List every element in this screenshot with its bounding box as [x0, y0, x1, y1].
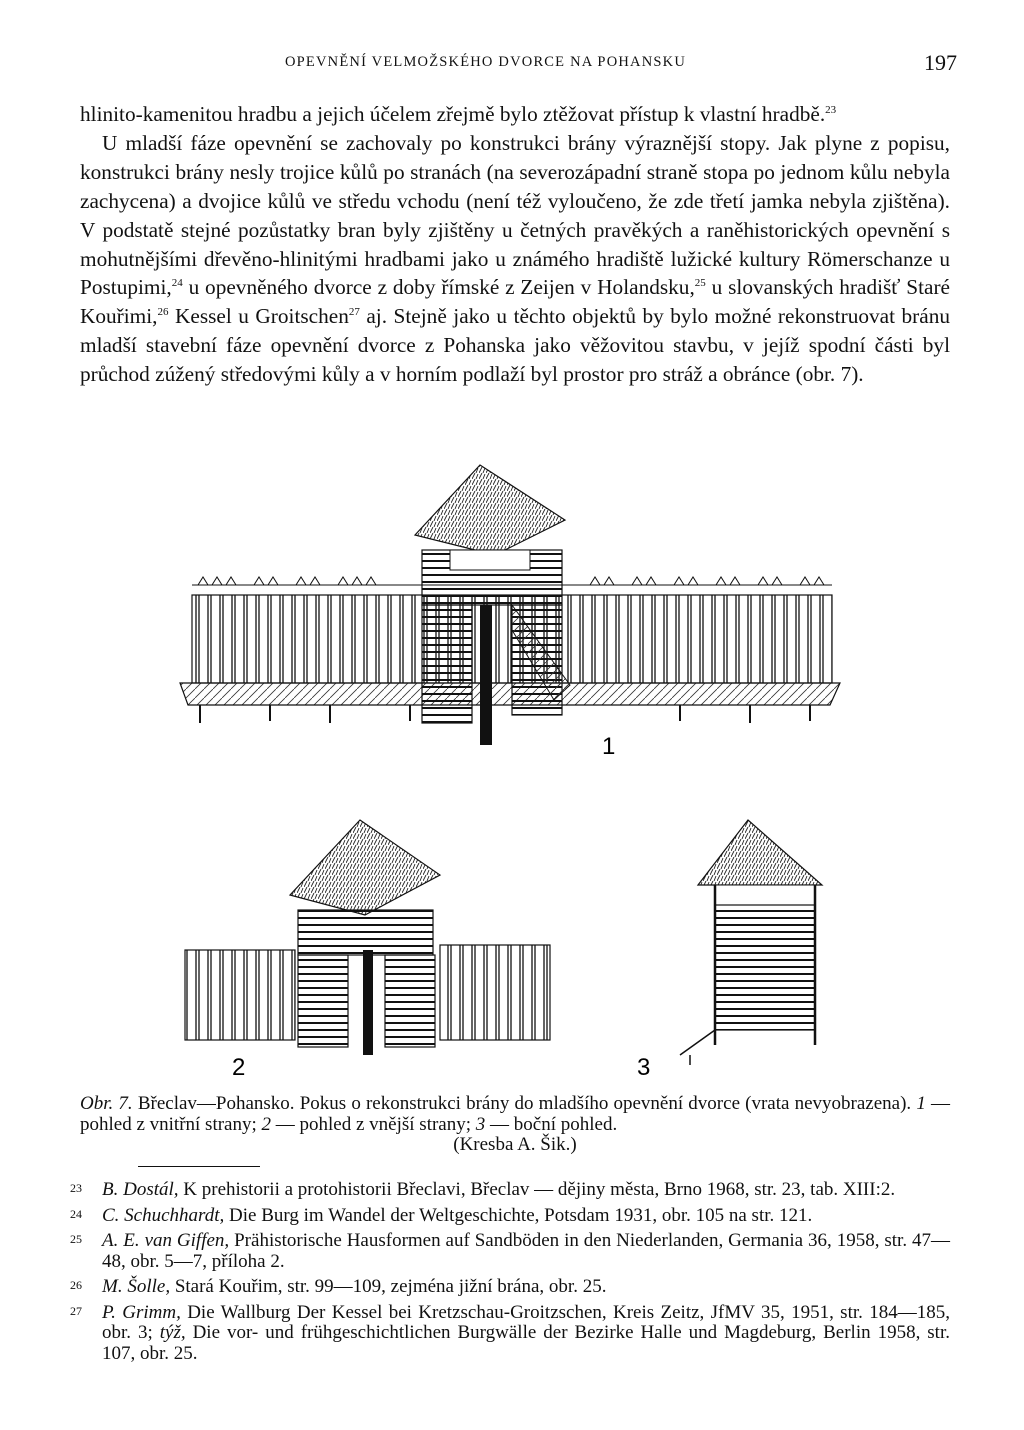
footnote-ref: 26 [157, 306, 169, 319]
footnote-ref: 27 [348, 306, 360, 319]
footnote-ref: 24 [171, 277, 183, 290]
gate-drawings [150, 455, 990, 1100]
view-3-drawing [680, 820, 822, 1065]
paragraph-2: U mladší fáze opevnění se zachovaly po konstrukci brány výraznější stopy. Jak plyne z popisu, konstrukci brány nesly trojice kůlů po stranách (na severozápadní straně stopa po jednom kůlu nebyla zachycena) a dvojice kůlů ve středu vchodu (není též vyloučeno, že zde třetí jamka nebyla zjištěna). V podstatě stejné pozůstatky bran byly zjištěny u četných pravěkých a raněhistorických opevnění s mohutnějšími dřevěno-hlinitými hradbami jako u známého hradiště lužické kultury Römerschanze u Postupimi,$^{24}$ u opevněného dvorce z doby římské z Zeijen v Holandsku,$^{25}$ u slovanských hradišť Staré Kouřimi,$^{26}$ Kessel u Groitschen$^{27}$ aj. Stejně jako u těchto objektů by bylo možné rekonstruovat bránu mladší stavební fáze opevnění dvorce z Pohanska jako věžovitou stavbu, v jejíž spodní části byl průchod zúžený středovými kůly a v horním podlaží byl prostor pro stráž a obránce (obr. 7). [80, 130, 951, 387]
figure-caption: Obr. 7. Břeclav—Pohansko. Pokus o rekonstrukci brány do mladšího opevnění dvorce (vrata nevyobrazena). 1 — pohled z vnitřní strany; 2 — pohled z vnější strany; 3 — boční pohled. (Kresba A. Šik.) [80, 1093, 950, 1155]
view-2-drawing [185, 820, 550, 1055]
footnote-27: 27 P. Grimm, Die Wallburg Der Kessel bei Kretzschau-Groitzschen, Kreis Zeitz, JfMV 35, 1951, str. 184—185, obr. 3; týž, Die vor- und frühgeschichtlichen Burgwälle der Bezirke Halle und Magdeburg, Berlin 1958, str. 107, obr. 25. [70, 1301, 950, 1364]
footnotes [70, 1180, 950, 1369]
paragraph-1: hlinito-kamenitou hradbu a jejich účelem zřejmě bylo ztěžovat přístup k vlastní hradbě.$^{23}$ [80, 102, 837, 126]
caption-credit: (Kresba A. Šik.) [453, 1134, 577, 1155]
body-text [80, 100, 950, 389]
footnote-23: 23 B. Dostál, K prehistorii a protohistorii Břeclavi, Břeclav — dějiny města, Brno 1968, str. 23, tab. XIII:2. [70, 1179, 896, 1200]
footnote-rule [138, 1166, 260, 1167]
caption-label: Obr. 7. [80, 1093, 133, 1114]
footnote-24: 24 C. Schuchhardt, Die Burg im Wandel der Weltgeschichte, Potsdam 1931, obr. 105 na str. 121. [70, 1204, 813, 1226]
footnote-26: 26 M. Šolle, Stará Kouřim, str. 99—109, zejména jižní brána, obr. 25. [70, 1276, 607, 1297]
figure-label-3: 3 [637, 1054, 651, 1081]
figure-label-2: 2 [232, 1054, 246, 1081]
running-head: OPEVNĚNÍ VELMOŽSKÉHO DVORCE NA POHANSKU [285, 54, 686, 70]
footnote-ref: 25 [694, 277, 706, 290]
gate-reconstruction-figure [150, 455, 990, 1100]
footnote-ref: 23 [825, 103, 837, 116]
figure-label-1: 1 [602, 733, 616, 760]
page-number: 197 [924, 50, 957, 75]
footnote-25: 25 A. E. van Giffen, Prähistorische Hausformen auf Sandböden in den Niederlanden, Germania 36, 1958, str. 47—48, obr. 5—7, příloha 2. [70, 1230, 950, 1272]
view-1-drawing [180, 465, 840, 745]
